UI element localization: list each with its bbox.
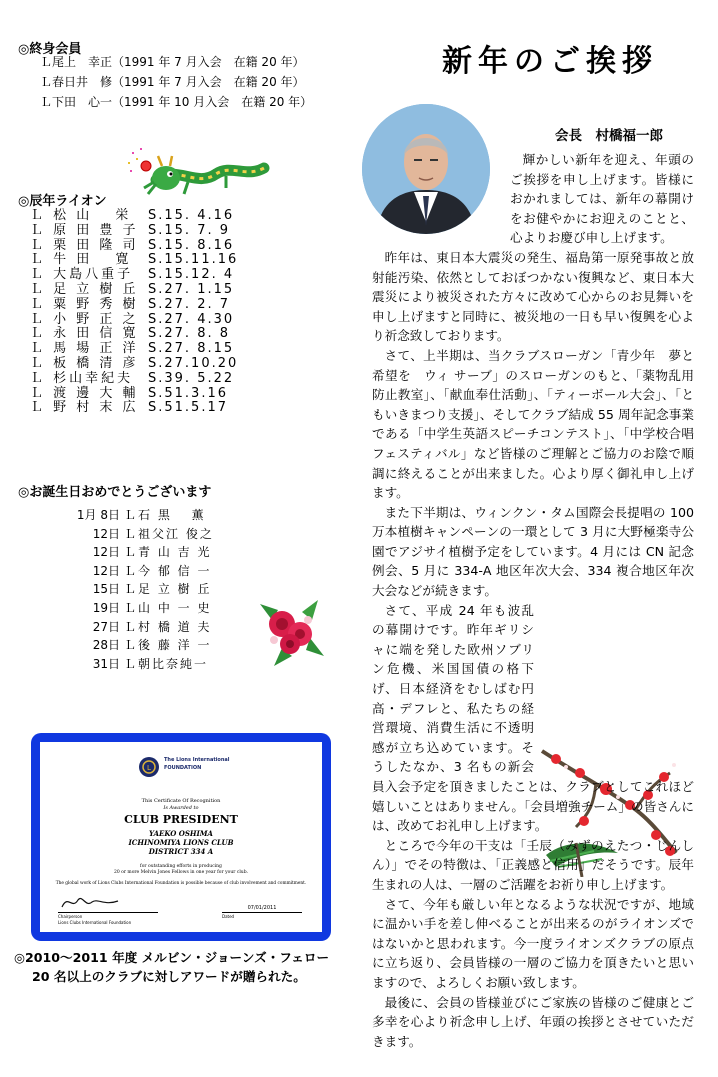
award-caption-line2: 20 名以上のクラブに対しアワードが贈られた。: [32, 969, 306, 984]
dragon-illustration: [126, 144, 276, 204]
certificate-frame: [31, 733, 331, 941]
birthday-row: 12日 Ｌ祖父江 俊之: [92, 526, 214, 541]
cert-title: CLUB PRESIDENT: [124, 813, 238, 826]
lion-row: Ｌ 永 田 信 寛 S.27. 8. 8: [30, 326, 230, 342]
lion-row: Ｌ 原 田 豊 子 S.15. 7. 9: [30, 222, 230, 238]
lion-row: Ｌ 足 立 樹 丘 S.27. 1.15: [30, 281, 235, 297]
lion-row: Ｌ 渡 邊 大 輔 S.51.3.16: [30, 385, 229, 401]
life-member-row: Ｌ春日井 修（1991 年 7 月入会 在籍 20 年）: [40, 75, 305, 89]
greeting-paragraph: ところで今年の干支は「壬辰（みずのえたつ・じんしん）」でその特徴は、「正義感と信用」だそうです。辰年生まれの人は、一層のご活躍をお祈り申し上げます。: [372, 837, 694, 892]
dragon-lions-list: [30, 209, 238, 416]
dragon-lions-heading: ◎辰年ライオン: [18, 194, 107, 209]
birthday-row: 19日 Ｌ山 中 一 史: [92, 600, 212, 615]
cert-awarded-line: Is Awarded to: [163, 805, 199, 811]
greeting-paragraph: さて、平成 24 年も波乱の幕開けです。昨年ギリシャに端を発した欧州ソブリン危機、米国国債の格下げ、日本経済をむしばむ円高・デフレと、私たちの経営環境、消費生活に不透明感が立ち込めています。そうしたなか、3 名もの新会員入会予定を頂きましたことは、クラブとしてこれほど嬉しいことはありません。「会員増強チーム」の皆さんには、改めてお礼申し上げます。: [372, 602, 694, 834]
birthday-row: 27日 Ｌ村 橋 道 夫: [92, 619, 212, 634]
life-member-row: Ｌ尾上 幸正（1991 年 7 月入会 在籍 20 年）: [40, 55, 305, 69]
life-members-list: [40, 52, 312, 112]
cert-org-line2: FOUNDATION: [164, 765, 202, 771]
plum-wrap-spacer: [534, 620, 694, 760]
lions-emblem-icon: [138, 756, 160, 778]
cert-sig-label2: Lions Clubs International Foundation: [58, 920, 132, 925]
cert-district: DISTRICT 334 A: [148, 847, 214, 856]
lion-row: Ｌ 板 橋 清 彦 S.27.10.20: [30, 355, 239, 371]
cert-desc2: 20 or more Melvin Jones Fellows in one year for your club.: [113, 870, 248, 875]
greeting-paragraph: また下半期は、ウィンクン・タム国際会長提唱の 100 万本植樹キャンペーンの一環として 3 月に大野極楽寺公園でアジサイ植樹予定をしています。4 月には CN 記念例会、5 月に 334-A 地区年次大会、334 複合地区年次大会などが続きます。: [372, 504, 694, 599]
birthday-row: 12日 Ｌ青 山 吉 光: [92, 545, 212, 560]
lion-row: Ｌ 小 野 正 之 S.27. 4.30: [30, 311, 235, 327]
cert-footer-text: The global work of Lions Clubs International Foundation is possible because of club involvement and commitment.: [55, 881, 307, 886]
cert-club: ICHINOMIYA LIONS CLUB: [128, 838, 234, 847]
greeting-paragraph: さて、今年も厳しい年となるような状況ですが、地域に温かい手を差し伸べることが出来るのがライオンズではないかと思われます。今一度ライオンズクラブの原点に立ち返り、会員皆様の一層のご協力を頂きたいと思いますので、よろしくお願い致します。: [372, 896, 694, 990]
greeting-paragraph: 最後に、会員の皆様並びにご家族の皆様のご健康とご多幸を心より祈念申し上げ、年頭の挨拶とさせていただきます。: [372, 994, 694, 1049]
lion-row: Ｌ 粟 野 秀 樹 S.27. 2. 7: [30, 296, 230, 312]
cert-signature-line: [58, 912, 158, 913]
birthday-row: 31日 Ｌ朝比奈純一: [92, 656, 209, 671]
lion-row: Ｌ 松 山 栄 S.15. 4.16: [30, 208, 235, 223]
cert-recognition-line: This Certificate Of Recognition: [141, 798, 221, 804]
cert-signature: [58, 892, 128, 912]
cert-recipient-name: YAEKO OSHIMA: [149, 829, 213, 838]
rose-bouquet-illustration: [252, 590, 328, 670]
cert-date: 07/01/2011: [247, 905, 277, 911]
cert-org-line1: The Lions International: [164, 757, 230, 763]
cert-date-line: [222, 912, 302, 913]
cert-date-label: Dated: [222, 914, 235, 919]
birthdays-list: [62, 506, 214, 673]
life-members-heading: ◎終身会員: [18, 42, 82, 57]
greeting-body: [372, 150, 694, 1051]
birthday-row: 28日 Ｌ後 藤 洋 一: [92, 638, 212, 653]
life-member-row: Ｌ下田 心一（1991 年 10 月入会 在籍 20 年）: [40, 95, 313, 109]
greeting-paragraph: さて、上半期は、当クラブスローガン「青少年 夢と希望を ウィ サーブ」のスローガンのもと、「薬物乱用防止教室」、「献血奉仕活動」、「ティーボール大会」、「ともいきまつり支援」、そしてクラブ結成 55 周年記念事業である「中学生英語スピーチコンテスト」、「中学校合唱フェスティバル」など皆様のご理解とご協力のお陰で順調に終えることが出来ました。心より厚く御礼申し上げます。: [372, 347, 694, 501]
certificate: [40, 742, 322, 932]
cert-sig-label1: Chairperson: [58, 914, 83, 919]
lion-row: Ｌ 栗 田 隆 司 S.15. 8.16: [30, 237, 235, 253]
photo-wrap-spacer: [372, 150, 510, 238]
greeting-paragraph: 昨年は、東日本大震災の発生、福島第一原発事故と放射能汚染、依然としておぼつかない復興など、東日本大震災により被災された方々に改めて心からのお見舞いを申し上げますと同時に、被災地の一日も早い復興を心より祈念致しております。: [372, 249, 694, 344]
lion-row: Ｌ 大島八重子 S.15.12. 4: [30, 267, 235, 283]
lion-row: Ｌ 馬 場 正 洋 S.27. 8.15: [30, 341, 235, 357]
greeting-paragraph: 輝かしい新年を迎え、年頭のご挨拶を申し上げます。皆様におかれましては、新年の幕開けをお健やかにお迎えのことと、心よりお慶び申し上げます。: [510, 152, 694, 246]
birthday-row: 15日 Ｌ足 立 樹 丘: [92, 582, 212, 597]
author-name: 会長 村橋福一郎: [555, 128, 663, 144]
cert-desc1: for outstanding efforts in producing: [140, 864, 222, 869]
svg-text:L: L: [147, 764, 151, 772]
birthday-row: 12日 Ｌ今 郁 信 一: [92, 563, 212, 578]
award-caption-line1: ◎2010～2011 年度 メルビン・ジョーンズ・フェロー: [14, 950, 330, 965]
birthday-row: 1月 8日 Ｌ石 黒 薫: [76, 508, 206, 522]
lion-row: Ｌ 牛 田 寛 S.15.11.16: [30, 252, 239, 268]
birthdays-heading: ◎お誕生日おめでとうございます: [18, 485, 212, 500]
lion-row: Ｌ 野 村 末 広 S.51.5.17: [30, 400, 229, 416]
lion-row: Ｌ 杉山幸紀夫 S.39. 5.22: [30, 370, 235, 386]
page-title: 新年のご挨拶: [442, 44, 658, 79]
